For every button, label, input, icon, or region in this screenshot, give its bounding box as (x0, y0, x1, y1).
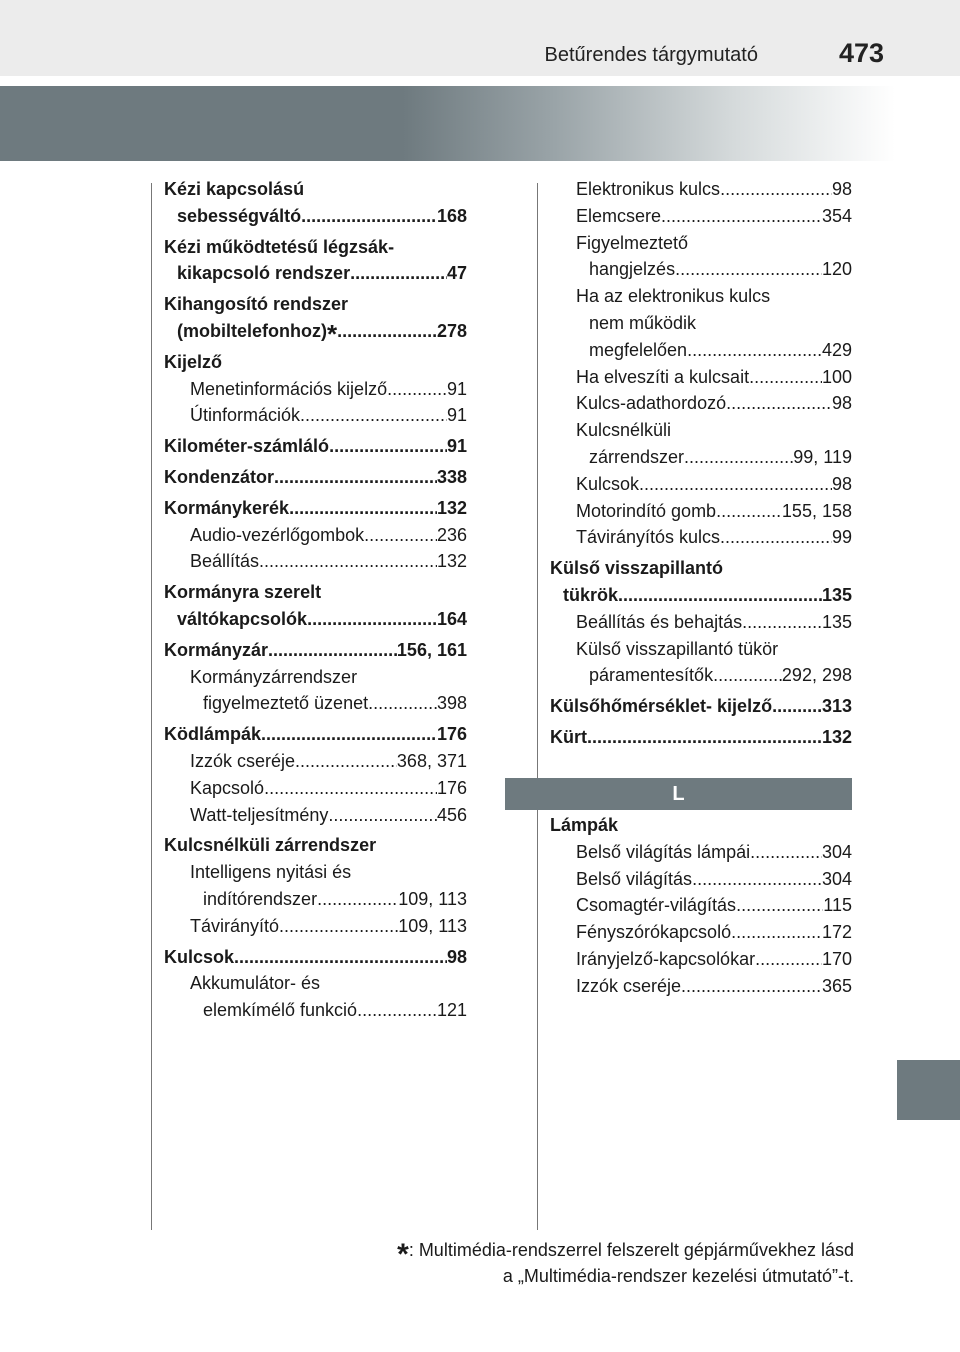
index-entry (164, 721, 467, 828)
column-rule-middle (537, 183, 538, 1230)
entry-text: Külső visszapillantó tükör (576, 638, 779, 659)
entry-text: Figyelmeztető (576, 232, 689, 253)
leader-dots (301, 203, 437, 230)
entry-line (164, 606, 467, 633)
entry-text: Intelligens nyitási és (190, 862, 352, 883)
entry-line (164, 913, 467, 940)
entry-text: Útinformációk (190, 405, 301, 426)
entry-text: Beállítás (190, 551, 260, 572)
entry-page: 121 (436, 1000, 467, 1021)
footnote-marker: * (326, 318, 338, 349)
entry-text: Ködlámpák (164, 724, 262, 745)
entry-text: Elemcsere (576, 205, 662, 226)
leader-dots (289, 495, 437, 522)
leader-dots (329, 433, 447, 460)
entry-line (550, 176, 852, 203)
header-title: Betűrendes tárgymutató (544, 44, 758, 66)
index-entry (164, 495, 467, 575)
leader-dots (300, 402, 447, 429)
entry-text: nem működik (589, 312, 697, 333)
leader-dots (736, 892, 823, 919)
entry-page: 109, 113 (398, 915, 467, 936)
leader-dots (692, 866, 822, 893)
leader-dots (234, 944, 447, 971)
entry-text: Ha elveszíti a kulcsait (576, 366, 750, 387)
entry-text: Kormányra szerelt (164, 582, 322, 603)
entry-page: 398 (436, 693, 467, 714)
footnote-text: : Multimédia-rendszerrel felszerelt gépjárművekhez lásd (408, 1240, 854, 1260)
leader-dots (772, 693, 822, 720)
entry-page: 304 (821, 868, 852, 889)
entry-text: Kürt (550, 726, 587, 747)
entry-text: zárrendszer (589, 446, 685, 467)
entry-page: 368, 371 (396, 750, 467, 771)
entry-text: Ha az elektronikus kulcs (576, 286, 771, 307)
entry-line (164, 433, 467, 460)
entry-text: Beállítás és behajtás (576, 611, 743, 632)
footnote-line-1 (397, 1237, 854, 1271)
entry-page: 156, 161 (396, 639, 467, 660)
entry-text: Távirányító (190, 915, 280, 936)
leader-dots (639, 471, 832, 498)
entry-text: Kulcsnélküli (576, 420, 672, 441)
header-band (0, 0, 960, 76)
entry-page: 176 (436, 724, 467, 745)
entry-page: 132 (436, 497, 467, 518)
entry-page: 313 (821, 696, 852, 717)
entry-text: megfelelően (589, 339, 688, 360)
entry-text: Kijelző (164, 351, 223, 372)
leader-dots (720, 524, 832, 551)
entry-line (550, 524, 852, 551)
entry-text: Kézi kapcsolású (164, 179, 305, 199)
leader-dots (295, 748, 397, 775)
entry-text: Kulcs-adathordozó (576, 393, 727, 414)
entry-text: Kapcsoló (190, 777, 265, 798)
entry-line (550, 471, 852, 498)
entry-line (164, 748, 467, 775)
leader-dots (259, 548, 437, 575)
entry-page: 91 (446, 436, 467, 457)
entry-line (550, 866, 852, 893)
entry-page: 99, 119 (793, 446, 852, 467)
leader-dots (364, 522, 437, 549)
gradient-banner (0, 86, 895, 161)
leader-dots (687, 337, 822, 364)
entry-line (164, 997, 467, 1024)
entry-line (164, 464, 467, 491)
entry-text: Kondenzátor (164, 466, 274, 487)
entry-line (550, 337, 852, 364)
entry-text: páramentesítők (589, 665, 714, 686)
index-entry (164, 234, 467, 288)
index-column-right-L (550, 812, 852, 1000)
index-entry (550, 555, 852, 689)
entry-page: 429 (821, 339, 852, 360)
index-entry (550, 693, 852, 720)
leader-dots (357, 997, 437, 1024)
entry-line (550, 693, 852, 720)
entry-text (177, 318, 338, 349)
entry-text: Külső visszapillantó (550, 558, 724, 579)
footnote-line-2: a „Multimédia-rendszer kezelési útmutató”-t. (502, 1266, 854, 1286)
entry-page: 98 (831, 473, 852, 494)
index-entry (164, 637, 467, 717)
entry-line (550, 946, 852, 973)
entry-text: indítórendszer (203, 888, 318, 909)
leader-dots (618, 582, 822, 609)
entry-page: 236 (436, 524, 467, 545)
leader-dots (716, 498, 782, 525)
entry-text: Kulcsnélküli zárrendszer (164, 835, 377, 856)
entry-line (550, 919, 852, 946)
leader-dots (274, 464, 437, 491)
entry-text: Kézi működtetésű légzsák- (164, 236, 395, 257)
entry-line (164, 775, 467, 802)
entry-line (164, 690, 467, 717)
entry-text: Kormánykerék (164, 497, 290, 518)
entry-page: 304 (821, 841, 852, 862)
entry-line (164, 802, 467, 829)
entry-page: 120 (821, 259, 852, 280)
entry-line (164, 402, 467, 429)
leader-dots (387, 376, 447, 403)
entry-text: váltókapcsolók (177, 608, 308, 629)
leader-dots (731, 919, 822, 946)
leader-dots (587, 724, 822, 751)
entry-line (164, 376, 467, 403)
entry-line (550, 839, 852, 866)
entry-line (550, 498, 852, 525)
footnote (397, 1237, 854, 1289)
leader-dots (742, 609, 822, 636)
leader-dots (264, 775, 437, 802)
entry-text: elemkímélő funkció (203, 1000, 358, 1021)
entry-page: 338 (436, 466, 467, 487)
entry-text: hangjelzés (589, 259, 676, 280)
entry-line (164, 522, 467, 549)
leader-dots (726, 390, 832, 417)
index-entry (164, 433, 467, 460)
entry-text: Audio-vezérlőgombok (190, 524, 365, 545)
entry-page: 176 (436, 777, 467, 798)
entry-page: 115 (823, 895, 852, 916)
entry-text: Kulcsok (576, 473, 640, 494)
entry-page: 170 (821, 948, 852, 969)
index-entry (164, 349, 467, 429)
entry-text: Izzók cseréje (576, 975, 682, 996)
leader-dots (681, 973, 822, 1000)
entry-line (550, 724, 852, 751)
leader-dots (350, 260, 447, 287)
index-entry (164, 832, 467, 939)
index-column-left (164, 176, 467, 1024)
entry-line (164, 495, 467, 522)
leader-dots (675, 256, 822, 283)
entry-page: 135 (821, 611, 852, 632)
entry-line (164, 260, 467, 287)
leader-dots (684, 444, 793, 471)
entry-page: 155, 158 (781, 500, 852, 521)
section-header-L: L (505, 778, 852, 810)
entry-text: Kulcsok (164, 946, 235, 967)
entry-text: Lámpák (550, 815, 619, 835)
entry-text: tükrök (563, 584, 619, 605)
leader-dots (279, 913, 398, 940)
entry-page: 98 (446, 946, 467, 967)
entry-page: 172 (821, 922, 852, 943)
index-entry (164, 464, 467, 491)
entry-text: sebességváltó (177, 205, 302, 226)
entry-text: Kihangosító rendszer (164, 294, 349, 315)
entry-page: 98 (831, 179, 852, 199)
entry-page: 365 (821, 975, 852, 996)
leader-dots (328, 802, 437, 829)
index-entry (164, 176, 467, 230)
entry-line (550, 444, 852, 471)
entry-page: 98 (831, 393, 852, 414)
entry-text: figyelmeztető üzenet (203, 693, 369, 714)
entry-text: Csomagtér-világítás (576, 895, 737, 916)
entry-page: 164 (436, 608, 467, 629)
footnote-star: * (397, 1238, 409, 1271)
entry-text: Kormányzárrendszer (190, 666, 358, 687)
entry-page: 135 (821, 584, 852, 605)
entry-line (164, 886, 467, 913)
entry-page: 278 (436, 320, 467, 341)
entry-text: Belső világítás lámpái (576, 841, 751, 862)
entry-line (550, 256, 852, 283)
index-entry (164, 579, 467, 633)
leader-dots (750, 839, 822, 866)
index-entry (550, 724, 852, 751)
leader-dots (307, 606, 437, 633)
entry-line (164, 637, 467, 664)
entry-line (164, 203, 467, 230)
leader-dots (368, 690, 437, 717)
entry-page: 91 (446, 405, 467, 426)
entry-text: Kilométer-számláló (164, 436, 330, 457)
entry-line (550, 582, 852, 609)
entry-page: 354 (821, 205, 852, 226)
leader-dots (261, 721, 437, 748)
entry-text: Watt-teljesítmény (190, 804, 329, 825)
leader-dots (749, 364, 822, 391)
entry-line (550, 390, 852, 417)
entry-line (164, 548, 467, 575)
entry-line (164, 944, 467, 971)
entry-page: 99 (831, 527, 852, 548)
entry-line (550, 892, 852, 919)
entry-page: 91 (446, 378, 467, 399)
entry-text: Kormányzár (164, 639, 269, 660)
leader-dots (720, 176, 832, 203)
entry-line (550, 609, 852, 636)
entry-line (164, 318, 467, 349)
entry-text: Elektronikus kulcs (576, 179, 721, 199)
entry-page: 132 (821, 726, 852, 747)
entry-page: 47 (446, 263, 467, 284)
entry-page: 168 (436, 205, 467, 226)
entry-page: 292, 298 (781, 665, 852, 686)
entry-text: Belső világítás (576, 868, 693, 889)
leader-dots (755, 946, 822, 973)
index-entry (550, 176, 852, 551)
entry-text: Fényszórókapcsoló (576, 922, 732, 943)
entry-line (550, 364, 852, 391)
entry-text: (mobiltelefonhoz) (177, 320, 327, 341)
entry-text: Akkumulátor- és (190, 973, 321, 994)
entry-page: 100 (821, 366, 852, 387)
chapter-side-tab (897, 1060, 960, 1120)
leader-dots (337, 318, 437, 345)
entry-text: Izzók cseréje (190, 750, 296, 771)
index-column-right (550, 176, 852, 751)
entry-line (550, 203, 852, 230)
leader-dots (268, 637, 397, 664)
entry-line (164, 721, 467, 748)
entry-text: Motorindító gomb (576, 500, 717, 521)
column-rule-left (151, 183, 152, 1230)
index-entry (550, 812, 852, 1000)
leader-dots (713, 662, 782, 689)
entry-text: Irányjelző-kapcsolókar (576, 948, 756, 969)
entry-line (550, 973, 852, 1000)
entry-page: 456 (436, 804, 467, 825)
index-entry (164, 291, 467, 349)
entry-text: Külsőhőmérséklet- kijelző (550, 696, 773, 717)
entry-text: Távirányítós kulcs (576, 527, 721, 548)
leader-dots (317, 886, 398, 913)
entry-page: 109, 113 (398, 888, 467, 909)
entry-page: 132 (436, 551, 467, 572)
leader-dots (661, 203, 822, 230)
page-number: 473 (838, 38, 884, 68)
entry-text: kikapcsoló rendszer (177, 263, 351, 284)
index-entry (164, 944, 467, 1024)
entry-text: Menetinformációs kijelző (190, 378, 388, 399)
entry-line (550, 662, 852, 689)
